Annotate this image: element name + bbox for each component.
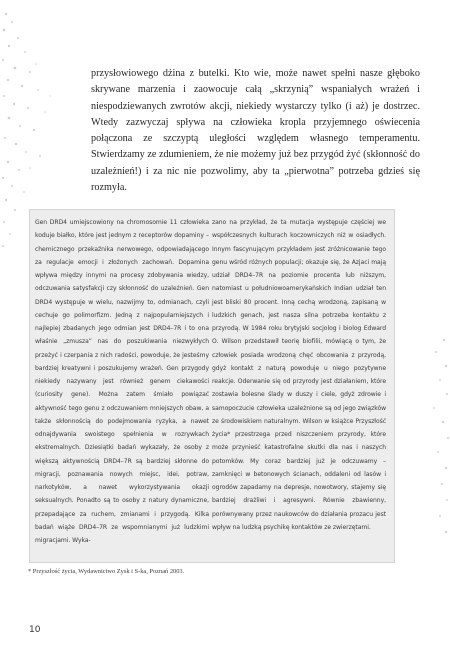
box-paragraph-left: Gen DRD4 umiejscowiony na chromosomie 11 człowieka koduje białko, które jest jednym z receptorów dopaminy – chemicznego przekaźnika nerwowego, odpowiadającego za regulacje emocji i złożonych zachowań. Dopamina wpływa między innymi na procesy zdobywania wiedzy, odczuwania satysfakcji czy skłonność do uzależnień. Gen DRD4 występuje w wielu, nazwijmy to, odmianach, czyli cechuje go polimorfizm. Jedną z najpopularniejszych i najlepiej zbadanych jego odmian jest DRD4–7R i to ona właśnie „zmusza” nas do poszukiwania niezwykłych przeżyć i czerpania z nich radości, powoduje, że jesteśmy bardziej kreatywni i poszukujemy wrażeń. Gen przygody niekiedy nazywany jest również genem ciekawości (curiosity gene). Można zatem śmiało powiązać aktywność tego genu z odczuwaniem mniejszych obaw, a także skłonnością do podejmowania ryzyka, a nawet odnajdywania swoistego spełnienia w rozrywkach ekstremalnych. Dziesiątki badań wykazały, że osoby z większą aktywnością DRD4–7R są bardziej skłonne do migracji, poznawania nowych miejsc, idei, potraw, narkotyków, a nawet wykorzystywania okazji seksualnych. Ponadto są to osoby z natury dynamiczne, przepadające za ruchem, zmianami i przygodą. Kilka badań wiąże DRD4–7R ze wspomnianymi już ludzkimi migracjami. Wyka- — [35, 219, 209, 544]
box-column-right — [212, 216, 386, 534]
body-text — [91, 66, 420, 196]
page-number: 10 — [29, 625, 41, 635]
footnote: * Przyszłość życia, Wydawnictwo Zysk i S-ka, Poznań 2003. — [28, 568, 185, 575]
box-paragraph-right: zano na przykład, że ta mutacja występuje częściej we współczesnych kulturach koczowniczych niż w osiadłych. Innym fascynującym przykładem jest zróżnicowanie tego genu wśród różnych populacji; okazuje się, że Azjaci mają udział DRD4–7R na poziomie procenta lub niższym, natomiast u południowoamerykańskich Indian udział ten jest bliski 80 procent. Inną cechą wrodzoną, zapisaną w ludzkich genach, jest nasza silna potrzeba kontaktu z przyrodą. W 1984 roku brytyjski socjolog i biolog Edward O. Wilson przedstawił teorię biofilii, mówiącą o tym, że człowiek posiada wrodzoną chęć obcowania z przyrodą, gdyż kontakt z naturą powoduje u niego pozytywne reakcje. Oderwanie się od przyrody jest działaniem, które zostawia bolesne ślady w duszy i ciele, gdyż zdrowie i samopoczucie człowieka uzależnione są od jego związków ze środowiskiem naturalnym. Wilson w książce Przyszłość życia* przestrzega przed niszczeniem przyrody, które może przynieść katastrofalne skutki dla nas i naszych potomków. My coraz bardziej już je odczuwamy – zamknięci w betonowych ścianach, oddaleni od lasów i ogrodów zapadamy na depresje, nowotwory, stajemy się bardziej drażliwi i agresywni. Równie zbawienny, porównywany przez naukowców do działania prozacu jest wpływ na ludzką psychikę kontaktów ze zwierzętami. — [212, 219, 386, 531]
decorative-dot-pattern-right — [416, 330, 450, 550]
box-column-left — [35, 216, 209, 547]
body-paragraph: przysłowiowego dżina z butelki. Kto wie, może nawet spełni nasze głęboko skrywane marzenia i zaowocuje całą „skrzynią” wspaniałych wrażeń i niespodziewanych zwrotów akcji, niekiedy wystarczy tylko (i aż) je dostrzec. Wtedy zazwyczaj spływa na człowieka kropla przyjemnego oświecenia połączona ze szczyptą uległości względem własnego temperamentu. Stwierdzamy ze zdumieniem, że nie możemy już bez przygód żyć (skłonność do uzależnień!) i za nic nie pozwolimy, aby ta „pierwotna” potrzeba gdzieś się rozmyła. — [91, 68, 420, 194]
